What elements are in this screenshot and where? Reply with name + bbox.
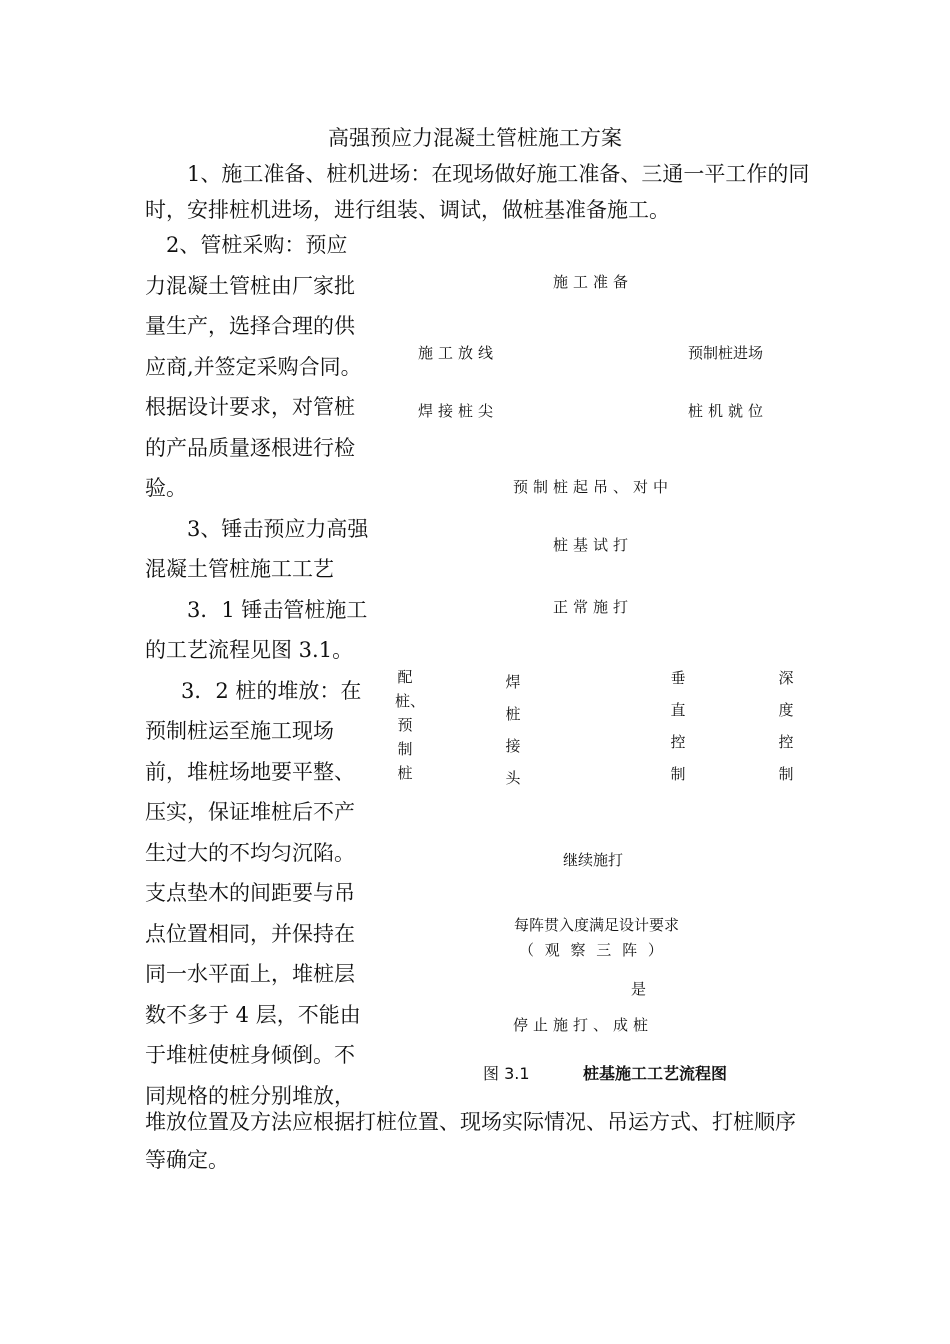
text-line: 数不多于 4 层，不能由 xyxy=(145,1002,361,1027)
flow-right-a: 预制桩进场 xyxy=(688,344,764,362)
text-line: 同一水平面上，堆桩层 xyxy=(145,962,355,986)
left-column-text xyxy=(145,225,377,1116)
document-title: 高强预应力混凝土管桩施工方案 xyxy=(328,126,622,150)
flow-right-b: 桩机就位 xyxy=(688,402,769,420)
text-line: 支点垫木的间距要与吊 xyxy=(145,881,355,905)
paragraph-1-text: 1、施工准备、桩机进场：在现场做好施工准备、三通一平工作的同时，安排桩机进场，进行组装、调试，做桩基准备施工。 xyxy=(145,162,810,222)
text-line: 验。 xyxy=(145,476,187,500)
text-line: 同规格的桩分别堆放， xyxy=(145,1083,355,1108)
flow-lift: 预制桩起吊、对中 xyxy=(513,478,674,496)
flow-check: 每阵贯入度满足设计要求 xyxy=(514,916,680,934)
figure-caption: 桩基施工工艺流程图 xyxy=(583,1064,728,1083)
text-line: 根据设计要求，对管桩 xyxy=(145,395,355,419)
flow-branch-2: 焊桩接头 xyxy=(505,673,521,787)
flow-branch-3: 垂直控制 xyxy=(670,669,686,783)
text-line: 预制桩运至施工现场 xyxy=(145,719,334,743)
text-line: 点位置相同，并保持在 xyxy=(145,921,355,946)
text-line: 2、管桩采购：预应 xyxy=(166,233,348,257)
flow-continue: 继续施打 xyxy=(563,851,624,869)
text-line: 压实，保证堆桩后不产 xyxy=(145,800,355,824)
text-line: 的工艺流程见图 3.1。 xyxy=(145,638,354,662)
text-line: 混凝土管桩施工工艺 xyxy=(145,557,334,581)
text-line: 力混凝土管桩由厂家批 xyxy=(145,273,355,298)
flow-branch-1: 配桩、预制桩 xyxy=(395,668,426,782)
flow-end: 停止施打、成桩 xyxy=(513,1016,654,1034)
text-line: 的产品质量逐根进行检 xyxy=(145,435,355,460)
text-line: 3．2 桩的堆放：在 xyxy=(181,678,362,703)
text-line: 生过大的不均匀沉陷。 xyxy=(145,840,355,865)
flow-branch-4: 深度控制 xyxy=(778,669,794,783)
flow-yes: 是 xyxy=(631,980,647,998)
text-line: 应商,并签定采购合同。 xyxy=(145,354,362,379)
paragraph-1 xyxy=(145,156,815,228)
text-line: 3、锤击预应力高强 xyxy=(187,516,369,541)
text-line: 前，堆桩场地要平整、 xyxy=(145,759,355,784)
bottom-paragraph: 堆放位置及方法应根据打桩位置、现场实际情况、吊运方式、打桩顺序等确定。 xyxy=(145,1110,796,1172)
figure-number: 图 3.1 xyxy=(483,1064,530,1083)
flow-left-a: 施工放线 xyxy=(418,344,499,362)
text-line: 量生产，选择合理的供 xyxy=(145,314,355,338)
text-line: 3．1 锤击管桩施工 xyxy=(187,597,368,622)
flow-start: 施工准备 xyxy=(553,273,634,291)
flow-normal: 正常施打 xyxy=(553,598,634,616)
flow-check-note: （ 观 察 三 阵 ） xyxy=(519,941,666,959)
text-line: 于堆桩使桩身倾倒。不 xyxy=(145,1043,355,1067)
flow-trial: 桩基试打 xyxy=(553,536,634,554)
flow-left-b: 焊接桩尖 xyxy=(418,402,499,420)
